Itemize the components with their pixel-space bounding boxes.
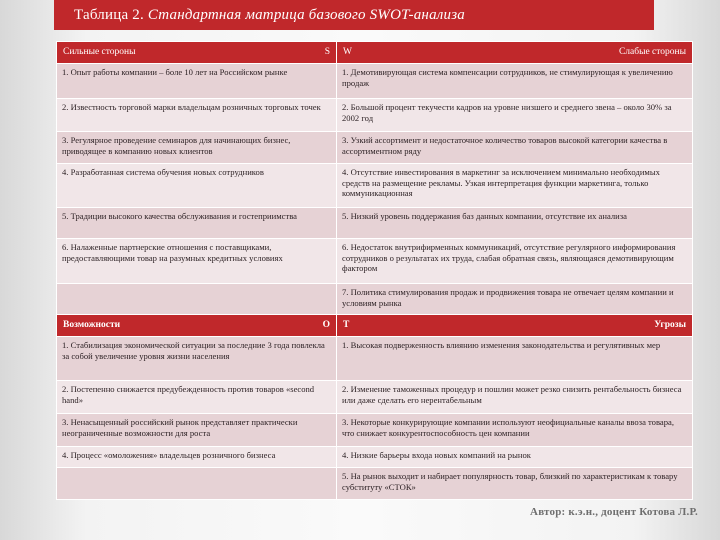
weakness-cell: 3. Узкий ассортимент и недостаточное количество товаров высокой категории качества в ассортиментном ряду xyxy=(337,132,693,164)
strength-cell: 1. Опыт работы компании – боле 10 лет на Российском рынке xyxy=(57,64,337,99)
author-credit: Автор: к.э.н., доцент Котова Л.Р. xyxy=(530,506,698,518)
strength-cell: 4. Разработанная система обучения новых сотрудников xyxy=(57,164,337,208)
opportunities-letter: O xyxy=(322,319,330,330)
weaknesses-letter: W xyxy=(343,46,352,57)
strengths-header xyxy=(57,42,337,64)
table-row xyxy=(57,132,693,164)
weakness-cell: 6. Недостаток внутрифирменных коммуникаций, отсутствие регулярного информирования сотрудников о результатах их труда, слабая обратная связь, являющаяся демотивирующим фактором xyxy=(337,239,693,284)
table-row xyxy=(57,239,693,284)
opportunity-cell: 1. Стабилизация экономической ситуации за последние 3 года повлекла за собой увеличение уровня жизни населения xyxy=(57,337,337,381)
strengths-letter: S xyxy=(324,46,330,57)
opportunity-cell xyxy=(57,468,337,500)
threats-header xyxy=(337,315,693,337)
table-row xyxy=(57,208,693,239)
opportunities-header xyxy=(57,315,337,337)
threats-label: Угрозы xyxy=(654,319,686,330)
table-row xyxy=(57,381,693,414)
title-emphasis: Стандартная матрица базового SWOT-анализа xyxy=(147,7,465,23)
strength-cell xyxy=(57,284,337,315)
swot-table xyxy=(56,41,693,500)
table-row xyxy=(57,64,693,99)
weaknesses-label: Слабые стороны xyxy=(618,46,686,57)
title-prefix: Таблица 2. xyxy=(74,7,144,23)
weakness-cell: 7. Политика стимулирования продаж и продвижения товара не отвечает целям компании и условиям рынка xyxy=(337,284,693,315)
opportunities-label: Возможности xyxy=(63,319,121,330)
weakness-cell: 5. Низкий уровень поддержания баз данных компании, отсутствие их анализа xyxy=(337,208,693,239)
threat-cell: 3. Некоторые конкурирующие компании используют неофициальные каналы ввоза товара, что снижает конкурентоспособность цен компании xyxy=(337,414,693,447)
opportunity-cell: 2. Постепенно снижается предубежденность против товаров «second hand» xyxy=(57,381,337,414)
strength-cell: 5. Традиции высокого качества обслуживания и гостеприимства xyxy=(57,208,337,239)
threat-cell: 1. Высокая подверженность влиянию изменения законодательства и регулятивных мер xyxy=(337,337,693,381)
opportunity-cell: 4. Процесс «омоложения» владельцев розничного бизнеса xyxy=(57,447,337,468)
table-row xyxy=(57,284,693,315)
threat-cell: 4. Низкие барьеры входа новых компаний на рынок xyxy=(337,447,693,468)
threats-letter: T xyxy=(343,319,350,330)
header-row-ot xyxy=(57,315,693,337)
threat-cell: 2. Изменение таможенных процедур и пошлин может резко снизить рентабельность бизнеса или даже сделать его нерентабельным xyxy=(337,381,693,414)
strength-cell: 2. Известность торговой марки владельцам розничных торговых точек xyxy=(57,99,337,132)
strengths-label: Сильные стороны xyxy=(63,46,136,57)
weakness-cell: 2. Большой процент текучести кадров на уровне низшего и среднего звена – около 30% за 2002 год xyxy=(337,99,693,132)
table-row xyxy=(57,468,693,500)
table-row xyxy=(57,164,693,208)
opportunity-cell: 3. Ненасыщенный российский рынок представляет практически неограниченные возможности для роста xyxy=(57,414,337,447)
header-row-sw xyxy=(57,42,693,64)
weakness-cell: 4. Отсутствие инвестирования в маркетинг за исключением минимально необходимых средств на размещение рекламы. Узкая интерпретация функции маркетинга, только коммуникационная xyxy=(337,164,693,208)
table-row xyxy=(57,447,693,468)
weakness-cell: 1. Демотивирующая система компенсации сотрудников, не стимулирующая к увеличению продаж xyxy=(337,64,693,99)
strength-cell: 6. Налаженные партнерские отношения с поставщиками, предоставляющими товар на разумных кредитных условиях xyxy=(57,239,337,284)
table-row xyxy=(57,337,693,381)
slide-title xyxy=(54,0,654,30)
table-row xyxy=(57,99,693,132)
weaknesses-header xyxy=(337,42,693,64)
threat-cell: 5. На рынок выходит и набирает популярность товар, близкий по характеристикам к товару субституту «СТОК» xyxy=(337,468,693,500)
strength-cell: 3. Регулярное проведение семинаров для начинающих бизнес, приводящее в компанию новых клиентов xyxy=(57,132,337,164)
table-row xyxy=(57,414,693,447)
